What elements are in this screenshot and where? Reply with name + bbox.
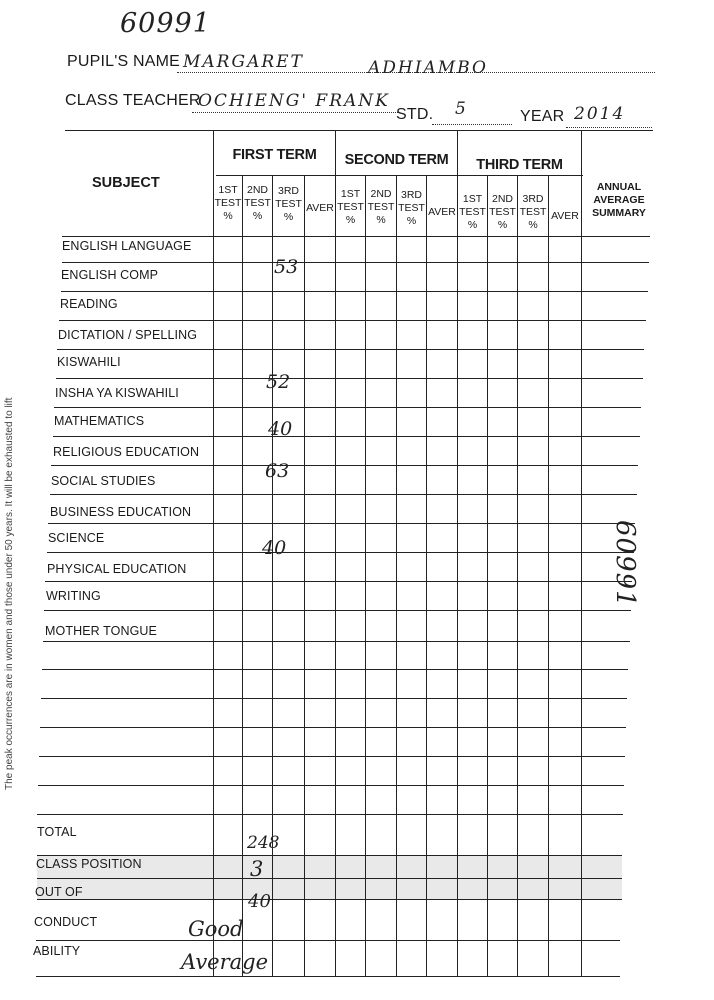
footer-total-label: TOTAL xyxy=(37,825,77,839)
t1-test2-label: 2ND TEST % xyxy=(244,184,271,222)
ability-value: Average xyxy=(181,950,269,974)
subject-business-education: BUSINESS EDUCATION xyxy=(50,505,192,519)
total-value: 248 xyxy=(247,833,280,853)
subject-mathematics: MATHEMATICS xyxy=(54,414,145,428)
pupil-name-label: PUPIL'S NAME xyxy=(67,53,181,70)
class-teacher-label: CLASS TEACHER xyxy=(65,92,201,109)
out-of-value: 40 xyxy=(248,891,271,912)
margin-print-text: The peak occurrences are in women and those under 50 years. It will be exhausted to lift xyxy=(4,397,15,790)
t1-test3-label: 3RD TEST % xyxy=(275,185,302,223)
subject-science: SCIENCE xyxy=(48,531,105,545)
class-teacher-value: OCHIENG' FRANK xyxy=(198,91,390,111)
pupil-first-name: MARGARET xyxy=(183,52,304,72)
t3-test2-label: 2ND TEST % xyxy=(489,193,516,231)
t3-aver-label: AVER xyxy=(551,210,579,222)
footer-conduct-label: CONDUCT xyxy=(34,915,98,929)
subject-english-language: ENGLISH LANGUAGE xyxy=(62,239,192,253)
subject-mother-tongue: MOTHER TONGUE xyxy=(45,624,157,638)
side-document-number: 60991 xyxy=(610,520,640,608)
pupil-last-name: ADHIAMBO xyxy=(368,58,488,78)
t2-test2-label: 2ND TEST % xyxy=(367,188,395,226)
mark-english-comp: 53 xyxy=(274,256,299,278)
t1-aver-label: AVER xyxy=(306,202,334,214)
term-header-third: THIRD TERM xyxy=(476,157,563,173)
subject-english-comp: ENGLISH COMP xyxy=(61,268,159,282)
mark-insha: 52 xyxy=(266,371,291,393)
term-header-second: SECOND TERM xyxy=(344,152,449,168)
year-value: 2014 xyxy=(574,104,626,124)
subject-insha-ya-kiswahili: INSHA YA KISWAHILI xyxy=(55,386,179,400)
mark-religious: 63 xyxy=(265,460,290,482)
subject-reading: READING xyxy=(60,297,118,311)
annual-average-header: ANNUAL AVERAGE SUMMARY xyxy=(592,181,646,219)
conduct-value: Good xyxy=(188,917,244,941)
t3-test3-label: 3RD TEST % xyxy=(519,193,547,231)
subject-kiswahili: KISWAHILI xyxy=(57,355,121,369)
t2-aver-label: AVER xyxy=(428,206,456,218)
std-value: 5 xyxy=(455,99,468,119)
subject-physical-education: PHYSICAL EDUCATION xyxy=(47,562,187,576)
mark-mathematics: 40 xyxy=(268,418,293,440)
footer-out-of-label: OUT OF xyxy=(35,885,83,899)
mark-science: 40 xyxy=(262,537,287,559)
subject-religious-education: RELIGIOUS EDUCATION xyxy=(53,445,200,459)
footer-ability-label: ABILITY xyxy=(33,944,81,958)
t3-test1-label: 1ST TEST % xyxy=(459,193,486,231)
class-position-value: 3 xyxy=(250,857,264,881)
t2-test3-label: 3RD TEST % xyxy=(398,189,425,227)
term-header-first: FIRST TERM xyxy=(232,147,317,163)
subject-social-studies: SOCIAL STUDIES xyxy=(51,474,156,488)
std-label: STD. xyxy=(396,106,434,123)
footer-class-position-label: CLASS POSITION xyxy=(36,857,142,871)
year-label: YEAR xyxy=(520,108,565,125)
t1-test1-label: 1ST TEST % xyxy=(214,184,242,222)
t2-test1-label: 1ST TEST % xyxy=(337,188,364,226)
document-number: 60991 xyxy=(120,8,211,39)
subject-column-header: SUBJECT xyxy=(92,175,160,191)
subject-dictation-spelling: DICTATION / SPELLING xyxy=(58,328,198,342)
subject-writing: WRITING xyxy=(46,589,101,603)
